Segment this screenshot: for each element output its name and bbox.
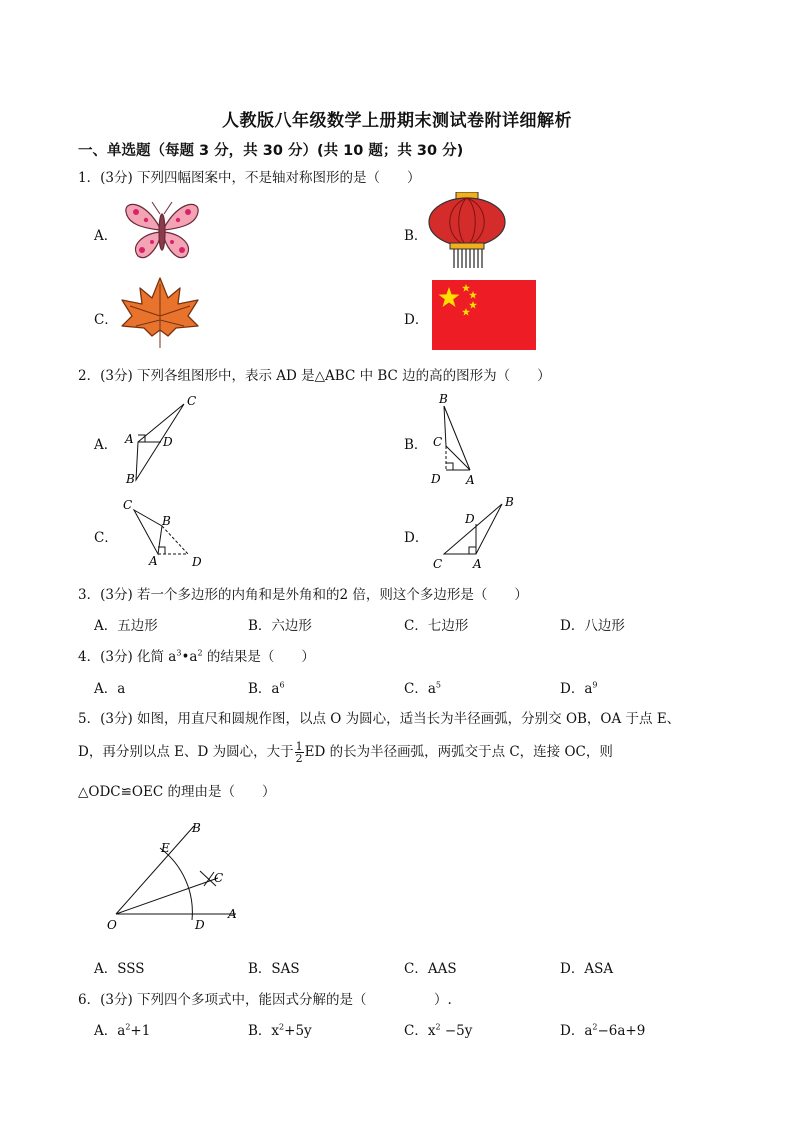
q2b-label-d: D [431, 472, 441, 486]
q2-option-b-label: B． [404, 437, 428, 453]
q2-figure-d [424, 490, 524, 574]
q2b-label-c: C [433, 435, 443, 449]
q5-label-c: C [214, 871, 224, 885]
q2a-label-c: C [187, 394, 197, 408]
q5-label-b: B [192, 821, 201, 835]
q2d-label-b: B [505, 495, 514, 509]
question-3-stem: 3．(3分) 若一个多边形的内角和是外角和的2 倍，则这个多边形是（ ） [78, 587, 528, 603]
q5-option-c: C．AAS [404, 961, 457, 977]
question-4-stem: 4．(3分) 化简 $a^3•a^2$ 的结果是（ ） [78, 648, 315, 665]
q2-figure-b [424, 390, 494, 490]
lantern-image [426, 192, 508, 270]
q2d-label-c: C [433, 557, 443, 571]
q2a-label-a: A [125, 432, 134, 446]
q2b-label-a: A [466, 473, 475, 487]
q2a-label-d: D [163, 435, 173, 449]
section-heading: 一、单选题（每题 3 分，共 30 分）(共 10 题；共 30 分) [78, 143, 464, 159]
question-6-stem: 6．(3分) 下列四个多项式中，能因式分解的是（ ）. [78, 992, 452, 1008]
question-5-line-3: △ODC≌OEC 的理由是（ ） [78, 784, 276, 800]
maple-leaf-image [118, 276, 202, 348]
q5-option-b: B．SAS [248, 961, 300, 977]
butterfly-image [120, 198, 204, 264]
q6-option-b: B．$x^2+5y$ [248, 1022, 312, 1039]
q1-option-d-label: D． [404, 312, 429, 328]
q3-option-d: D．八边形 [560, 618, 625, 634]
question-5-line-1: 5．(3分) 如图，用直尺和圆规作图，以点 O 为圆心，适当长为半径画弧，分别交 OB，OA 于点 E、 [78, 711, 681, 727]
q6-option-c: C．$x^2 -5y$ [404, 1022, 473, 1039]
q3-option-a: A．五边形 [94, 618, 158, 634]
q1-option-c-label: C． [94, 312, 118, 328]
q4-option-c: C．$a^5$ [404, 680, 441, 697]
q2-figure-a [116, 392, 206, 492]
q5-compass-figure [100, 816, 250, 936]
q2a-label-b: B [126, 472, 135, 486]
q5-option-d: D．ASA [560, 961, 614, 977]
question-1-stem: 1．(3分) 下列四幅图案中，不是轴对称图形的是（ ） [78, 170, 421, 186]
q2c-label-c: C [123, 498, 133, 512]
q2c-label-b: B [162, 514, 171, 528]
q2-figure-c [116, 494, 216, 574]
q3-option-b: B．六边形 [248, 618, 312, 634]
q5-label-d: D [195, 918, 205, 932]
q2c-label-a: A [149, 554, 158, 568]
q2-option-a-label: A． [94, 437, 118, 453]
q2d-label-a: A [473, 557, 482, 571]
q4-option-a: A．a [94, 681, 126, 697]
q6-option-d: D．$a^2-6a+9$ [560, 1022, 646, 1039]
q5-option-a: A．SSS [94, 961, 145, 977]
q2-option-c-label: C． [94, 530, 118, 546]
q2-option-d-label: D． [404, 530, 429, 546]
q2c-label-d: D [192, 555, 202, 569]
q4-option-b: B．$a^6$ [248, 680, 285, 697]
q3-option-c: C．七边形 [404, 618, 469, 634]
china-flag-image [432, 280, 536, 350]
q4-option-d: D．$a^9$ [560, 680, 598, 697]
q2b-label-b: B [439, 392, 448, 406]
q5-label-a: A [228, 907, 237, 921]
q5-label-o: O [107, 918, 117, 932]
question-5-line-2: D，再分别以点 E、D 为圆心，大于 $\frac{1}{2}$ ED 的长为半径画弧，两弧交于点 C，连接 OC，则 [78, 740, 613, 765]
q1-option-a-label: A． [94, 228, 118, 244]
q1-option-b-label: B． [404, 228, 428, 244]
question-2-stem: 2．(3分) 下列各组图形中，表示 AD 是△ABC 中 BC 边的高的图形为（ ） [78, 368, 551, 384]
q6-option-a: A．$a^2+1$ [94, 1022, 151, 1039]
page-title: 人教版八年级数学上册期末测试卷附详细解析 [222, 111, 572, 131]
q5-label-e: E [161, 841, 170, 855]
q2d-label-d: D [465, 512, 475, 526]
